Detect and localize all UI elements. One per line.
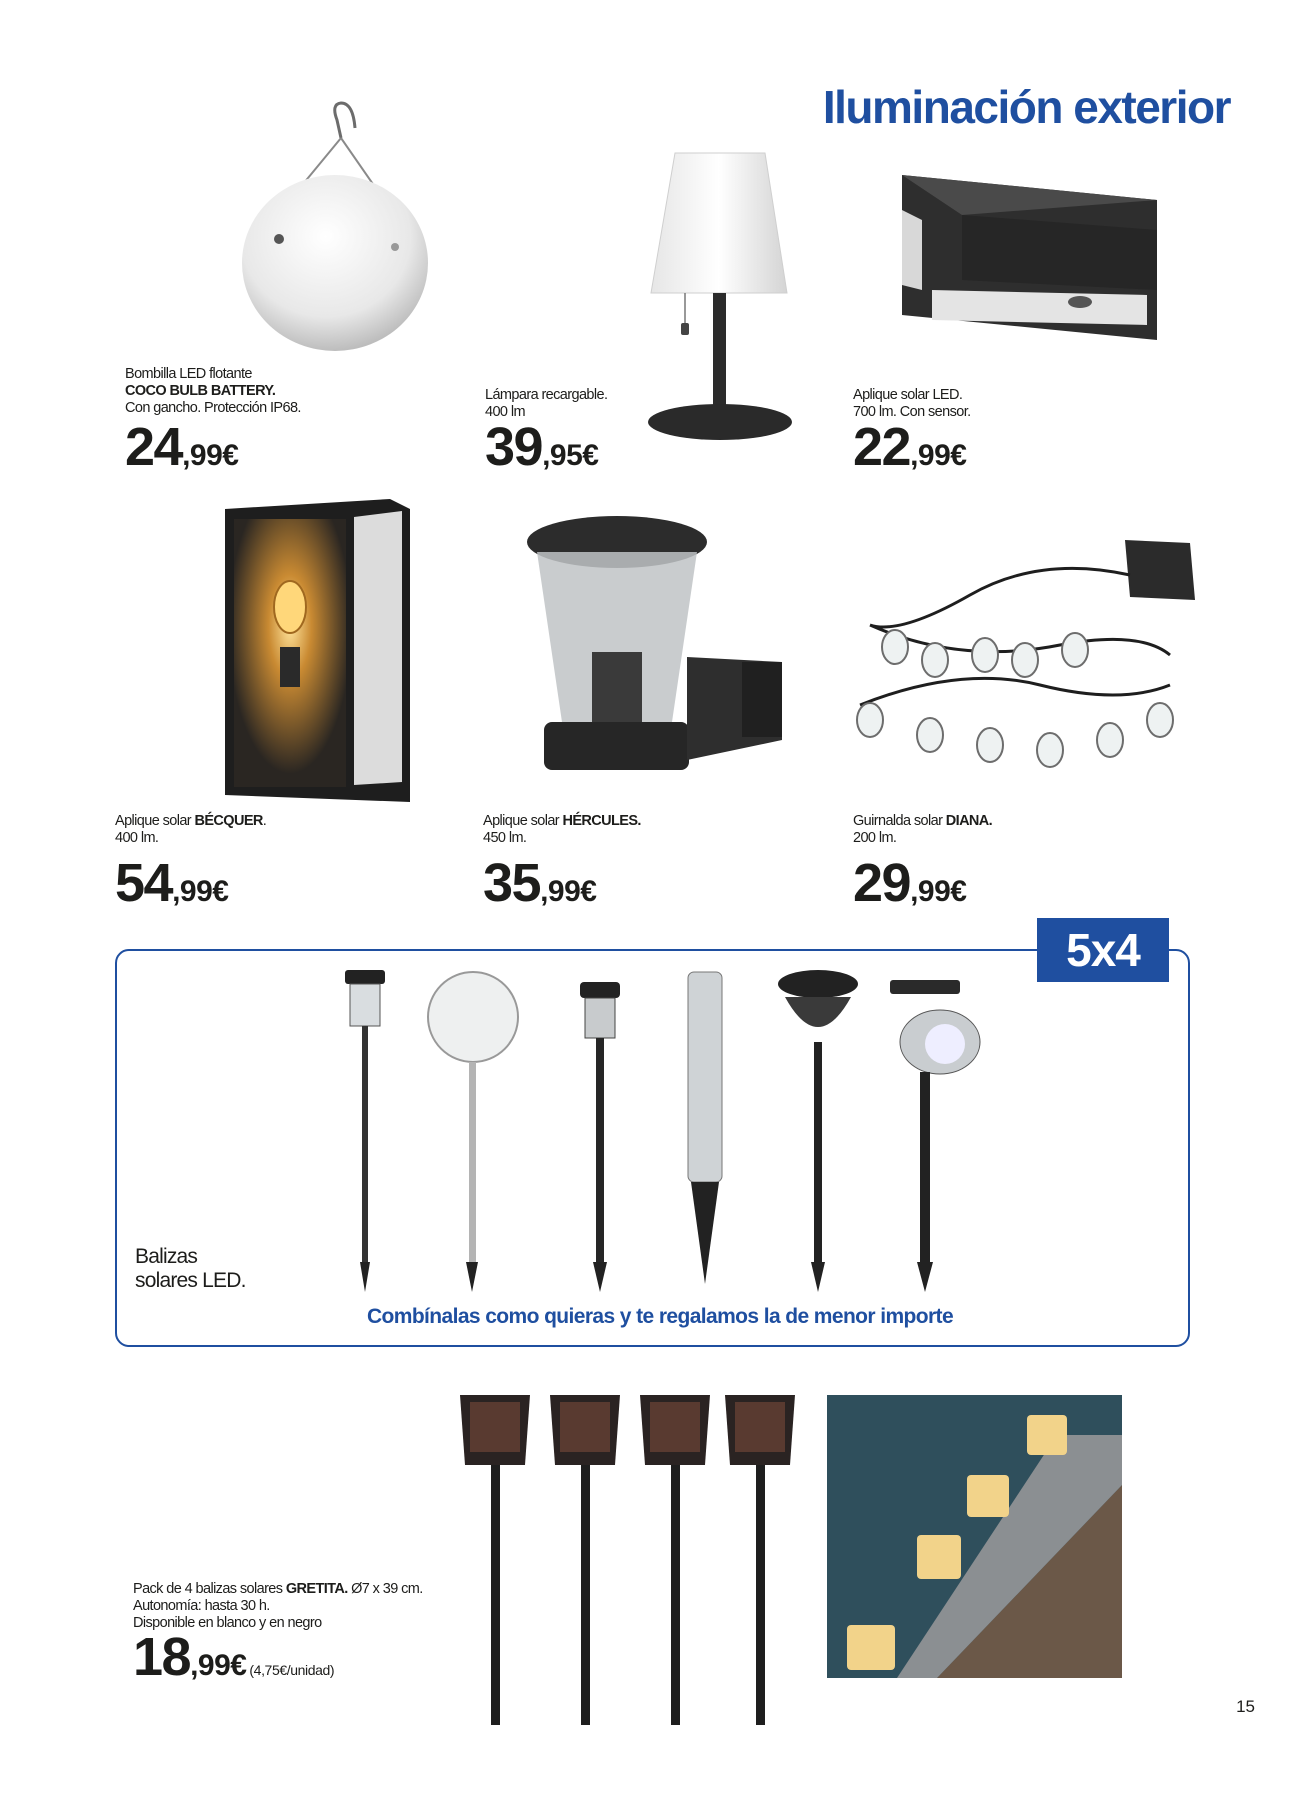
unit-price: (4,75€/unidad): [249, 1662, 335, 1678]
product-2-price: 39,95€: [485, 417, 599, 477]
product-3-price: 22,99€: [853, 417, 967, 477]
product-1-description: Bombilla LED flotante COCO BULB BATTERY. Con gancho. Protección IP68.: [125, 366, 301, 416]
solar-stakes-image: [335, 962, 1035, 1297]
page-number: 15: [1236, 1697, 1255, 1716]
product-6-description: Guirnalda solar DIANA. 200 lm.: [853, 813, 993, 846]
gretita-price: 18,99€ (4,75€/unidad): [133, 1627, 335, 1687]
diana-garland-image: [840, 535, 1200, 785]
solar-wall-light-image: [892, 170, 1167, 350]
floating-bulb-image: [235, 98, 435, 360]
product-6-price: 29,99€: [853, 853, 967, 913]
product-1-price: 24,99€: [125, 417, 239, 477]
gretita-description: Pack de 4 balizas solares GRETITA. Ø7 x 39 cm. Autonomía: hasta 30 h. Disponible en blanco y en negro: [133, 1581, 423, 1631]
promo-label: Balizas solares LED.: [135, 1245, 246, 1292]
promo-badge: 5x4: [1037, 918, 1169, 982]
gretita-garden-photo: [827, 1395, 1122, 1678]
product-5-price: 35,99€: [483, 853, 597, 913]
product-5-description: Aplique solar HÉRCULES. 450 lm.: [483, 813, 641, 846]
becquer-lantern-image: [220, 497, 412, 802]
page-title: Iluminación exterior: [822, 81, 1230, 133]
product-2-description: Lámpara recargable. 400 lm: [485, 387, 608, 420]
product-4-price: 54,99€: [115, 853, 229, 913]
hercules-wall-light-image: [522, 512, 787, 782]
table-lamp-image: [645, 148, 795, 443]
gretita-stakes-image: [455, 1390, 810, 1750]
promo-tagline: Combínalas como quieras y te regalamos la de menor importe: [366, 1305, 954, 1328]
product-4-description: Aplique solar BÉCQUER. 400 lm.: [115, 813, 267, 846]
product-3-description: Aplique solar LED. 700 lm. Con sensor.: [853, 387, 971, 420]
